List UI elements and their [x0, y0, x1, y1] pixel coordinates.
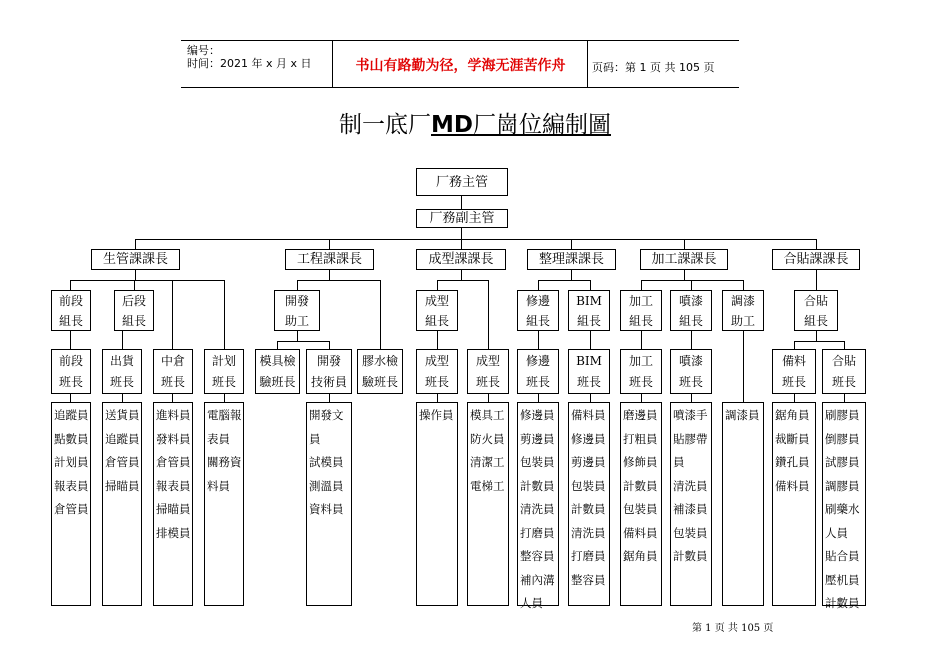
team-leader-box: 膠水檢 驗班長 [357, 349, 403, 394]
section-processing: 加工課課長 [640, 249, 728, 270]
header-divider [587, 40, 588, 87]
team-leader-box: 合貼 班長 [822, 349, 866, 394]
team-leader-box: 前段 班長 [51, 349, 91, 394]
staff-column: 調漆員 [722, 402, 764, 606]
group-leader-box: 成型 組長 [416, 290, 458, 331]
footer-page-number: 第 1 页 共 105 页 [692, 623, 774, 634]
team-leader-box: BIM 班長 [568, 349, 610, 394]
section-engineering: 工程課課長 [285, 249, 374, 270]
staff-column: 鋸角員 裁斷員 鑽孔員 備料員 [772, 402, 816, 606]
staff-column: 修邊員 剪邊員 包裝員 計數員 清洗員 打磨員 整容員 補內溝 人員 [517, 402, 559, 606]
section-molding: 成型課課長 [416, 249, 506, 270]
team-leader-box: 加工 班長 [620, 349, 662, 394]
staff-column: 開發文 員 試模員 測溫員 資料員 [306, 402, 352, 606]
staff-column: 操作員 [416, 402, 458, 606]
group-leader-box: 加工 組長 [620, 290, 662, 331]
group-leader-box: 修邊 組長 [517, 290, 559, 331]
header-number-label: 编号： [187, 44, 220, 57]
team-leader-box: 修邊 班長 [517, 349, 559, 394]
staff-column: 刷膠員 倒膠員 試膠員 調膠員 刷藥水 人員 貼合員 壓机員 計數員 [822, 402, 866, 606]
team-leader-box: 噴漆 班長 [670, 349, 712, 394]
staff-column: 備料員 修邊員 剪邊員 包裝員 計數員 清洗員 打磨員 整容員 [568, 402, 610, 606]
section-laminating: 合貼課課長 [772, 249, 860, 270]
staff-column: 進料員 發料員 倉管員 報表員 掃瞄員 排模員 [153, 402, 193, 606]
assistant-box: 調漆 助工 [722, 290, 764, 331]
staff-column: 磨邊員 打粗員 修飾員 計數員 包裝員 備料員 鋸角員 [620, 402, 662, 606]
team-leader-box: 備料 班長 [772, 349, 816, 394]
header-motto: 书山有路勤为径，学海无涯苦作舟 [355, 58, 566, 74]
team-leader-box: 成型 班長 [467, 349, 509, 394]
staff-column: 追蹤員 點數員 計划員 報表員 倉管員 [51, 402, 91, 606]
header-top-rule [181, 40, 739, 41]
group-leader-box: BIM 組長 [568, 290, 610, 331]
page-title: 制一底厂MD厂崗位編制圖 [339, 112, 611, 138]
group-leader-box: 合貼 組長 [794, 290, 838, 331]
section-finishing: 整理課課長 [527, 249, 616, 270]
staff-column: 噴漆手 貼膠帶 員 清洗員 補漆員 包裝員 計數員 [670, 402, 712, 606]
header-bottom-rule [181, 87, 739, 88]
section-production: 生管課課長 [91, 249, 180, 270]
header-page-info: 页码：第 1 页 共 105 页 [592, 61, 715, 74]
manager-box: 厂務主管 [416, 168, 508, 196]
staff-column: 送貨員 追蹤員 倉管員 掃瞄員 [102, 402, 142, 606]
team-leader-box: 出貨 班長 [102, 349, 142, 394]
assistant-box: 開發 助工 [274, 290, 320, 331]
group-leader-box: 前段 組長 [51, 290, 91, 331]
team-leader-box: 計划 班長 [204, 349, 244, 394]
group-leader-box: 后段 組長 [114, 290, 154, 331]
team-leader-box: 模具檢 驗班長 [255, 349, 300, 394]
technician-box: 開發 技術員 [306, 349, 352, 394]
header-date: 时间：2021 年 x 月 x 日 [187, 57, 312, 70]
team-leader-box: 中倉 班長 [153, 349, 193, 394]
group-leader-box: 噴漆 組長 [670, 290, 712, 331]
staff-column: 電腦報 表員 關務資 料員 [204, 402, 244, 606]
team-leader-box: 成型 班長 [416, 349, 458, 394]
deputy-manager-box: 厂務副主管 [416, 209, 508, 228]
header-divider [332, 40, 333, 87]
staff-column: 模具工 防火員 清潔工 電梯工 [467, 402, 509, 606]
